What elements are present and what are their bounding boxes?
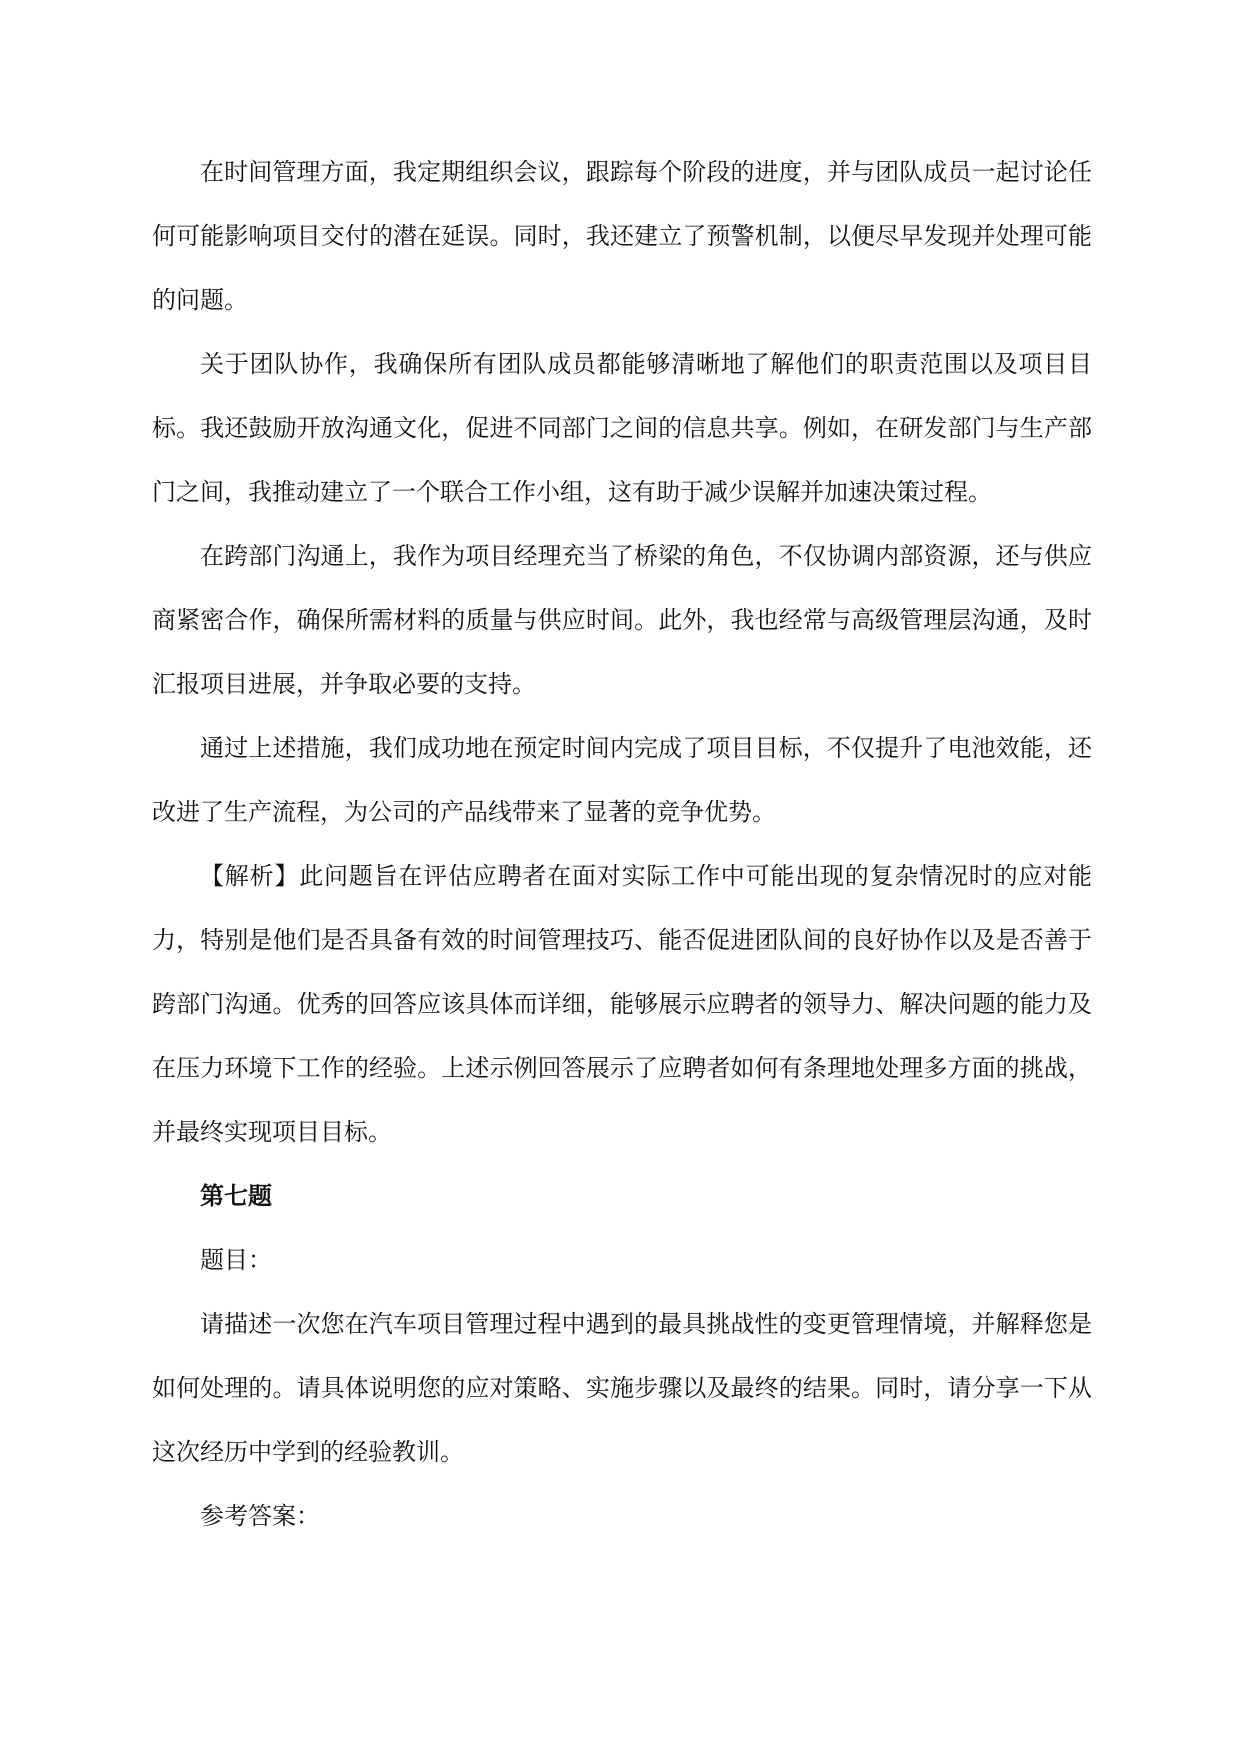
- paragraph-team-collaboration: 关于团队协作，我确保所有团队成员都能够清晰地了解他们的职责范围以及项目目标。我还鼓励开放沟通文化，促进不同部门之间的信息共享。例如，在研发部门与生产部门之间，我推动建立了一个联合工作小组，这有助于减少误解并加速决策过程。: [152, 350, 1092, 506]
- paragraph-cross-department: 在跨部门沟通上，我作为项目经理充当了桥梁的角色，不仅协调内部资源，还与供应商紧密合作，确保所需材料的质量与供应时间。此外，我也经常与高级管理层沟通，及时汇报项目进展，并争取必要的支持。: [152, 542, 1092, 698]
- question-label: 题目：: [200, 1246, 272, 1274]
- paragraph-result: 通过上述措施，我们成功地在预定时间内完成了项目目标，不仅提升了电池效能，还改进了生产流程，为公司的产品线带来了显著的竞争优势。: [152, 734, 1092, 826]
- question-text: 请描述一次您在汽车项目管理过程中遇到的最具挑战性的变更管理情境，并解释您是如何处理的。请具体说明您的应对策略、实施步骤以及最终的结果。同时，请分享一下从这次经历中学到的经验教训。: [152, 1310, 1092, 1466]
- question-heading: 第七题: [200, 1182, 272, 1210]
- paragraph-analysis: 【解析】此问题旨在评估应聘者在面对实际工作中可能出现的复杂情况时的应对能力，特别是他们是否具备有效的时间管理技巧、能否促进团队间的良好协作以及是否善于跨部门沟通。优秀的回答应该具体而详细，能够展示应聘者的领导力、解决问题的能力及在压力环境下工作的经验。上述示例回答展示了应聘者如何有条理地处理多方面的挑战，并最终实现项目目标。: [152, 862, 1092, 1146]
- answer-label: 参考答案：: [200, 1502, 320, 1530]
- document-body: [152, 140, 1092, 1548]
- paragraph-time-management: 在时间管理方面，我定期组织会议，跟踪每个阶段的进度，并与团队成员一起讨论任何可能影响项目交付的潜在延误。同时，我还建立了预警机制，以便尽早发现并处理可能的问题。: [152, 158, 1092, 314]
